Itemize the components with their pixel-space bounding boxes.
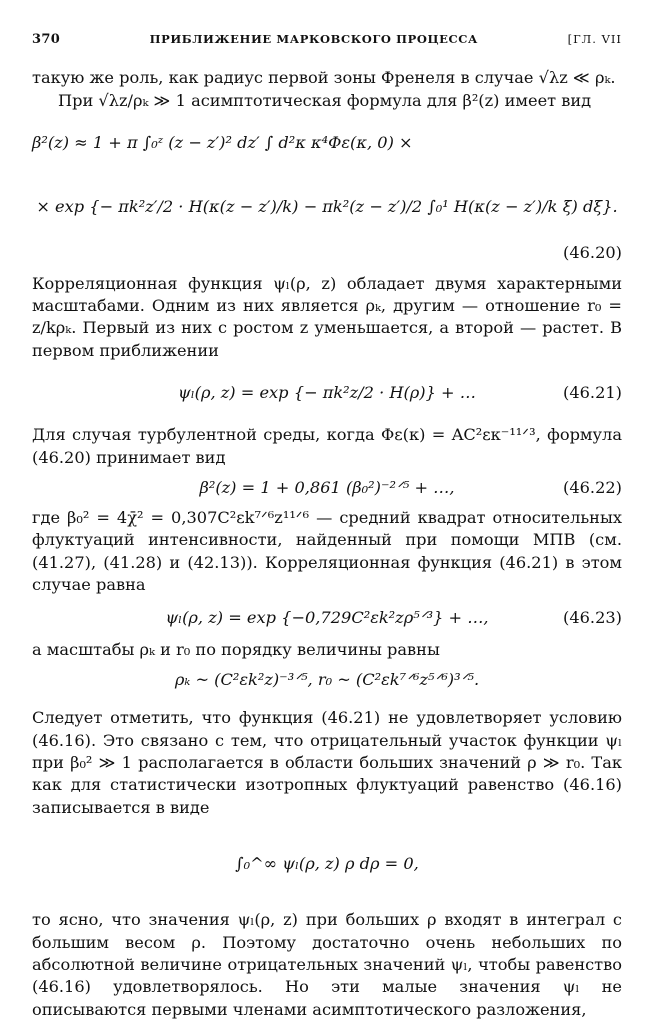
equation-46-21-number: (46.21) [563,383,622,403]
equation-46-22-body: β²(z) = 1 + 0,861 (β₀²)⁻²ᐟ⁵ + …, [199,478,455,498]
equation-46-22 [32,473,622,503]
equation-integral: ∫₀^∞ ψₗ(ρ, z) ρ dρ = 0, [235,854,419,874]
paragraph-8: то ясно, что значения ψₗ(ρ, z) при больших ρ входят в интеграл с большим весом ρ. Поэтому достаточно очень небольших по абсолютной величине отрицательных значений ψₗ, чтобы равенство (46.16) удовлетворялось. Но эти малые значения ψₗ не описываются первыми членами асимптотического разложения, [32,910,622,1019]
chapter-label: [ГЛ. VII [567,32,622,46]
equation-46-21 [32,366,622,420]
paragraph-2: При √λz/ρₖ ≫ 1 асимптотическая формула для β²(z) имеет вид [58,90,592,110]
equation-46-20-line-2: × exp {− πk²z′/2 · H(κ(z − z′)/k) − πk²(z − z′)/2 ∫₀¹ H(κ(z − z′)/k ξ) dξ}. [36,197,618,217]
paragraph-3: Корреляционная функция ψₗ(ρ, z) обладает двумя характерными масштабами. Одним из них является ρₖ, другим — отношение r₀ = z/kρₖ. Первый из них с ростом z уменьшается, а второй — растет. В первом приближении [32,273,622,360]
equation-46-20-number: (46.20) [563,243,622,263]
paragraph-6: а масштабы ρₖ и r₀ по порядку величины равны [32,639,440,659]
equation-46-20-line-1: β²(z) ≈ 1 + π ∫₀ᶻ (z − z′)² dz′ ∫ d²κ κ⁴Φε(κ, 0) × [32,133,413,153]
running-title: ПРИБЛИЖЕНИЕ МАРКОВСКОГО ПРОЦЕССА [149,32,479,46]
equation-scales: ρₖ ~ (C²εk²z)⁻³ᐟ⁵, r₀ ~ (C²εk⁷ᐟ⁶z⁵ᐟ⁶)³ᐟ⁵. [174,670,480,690]
running-header [32,28,622,51]
paragraph-4: Для случая турбулентной среды, когда Φε(κ) = AC²εκ⁻¹¹ᐟ³, формула (46.20) принимает вид [32,425,622,467]
paragraph-7: Следует отметить, что функция (46.21) не удовлетворяет условию (46.16). Это связано с тем, что отрицательный участок функции ψₗ при β₀² ≫ 1 располагается в области больших значений ρ ≫ r₀. Так как для статистически изотропных флуктуаций равенство (46.16) записывается в виде [32,708,622,817]
equation-46-23 [32,601,622,635]
equation-46-23-body: ψₗ(ρ, z) = exp {−0,729C²εk²zρ⁵ᐟ³} + …, [165,607,489,627]
equation-46-22-number: (46.22) [563,478,622,498]
page-number: 370 [32,32,61,47]
equation-46-21-body: ψₗ(ρ, z) = exp {− πk²z/2 · H(ρ)} + … [178,383,476,403]
paragraph-5: где β₀² = 4χ̄² = 0,307C²εk⁷ᐟ⁶z¹¹ᐟ⁶ — средний квадрат относительных флуктуаций интенсивности, найденный при помощи МПВ (см. (41.27), (41.28) и (42.13)). Корреляционная функция (46.21) в этом случае равна [32,508,622,595]
equation-46-23-number: (46.23) [563,607,622,627]
paragraph-1: такую же роль, как радиус первой зоны Френеля в случае √λz ≪ ρₖ. [32,68,616,88]
